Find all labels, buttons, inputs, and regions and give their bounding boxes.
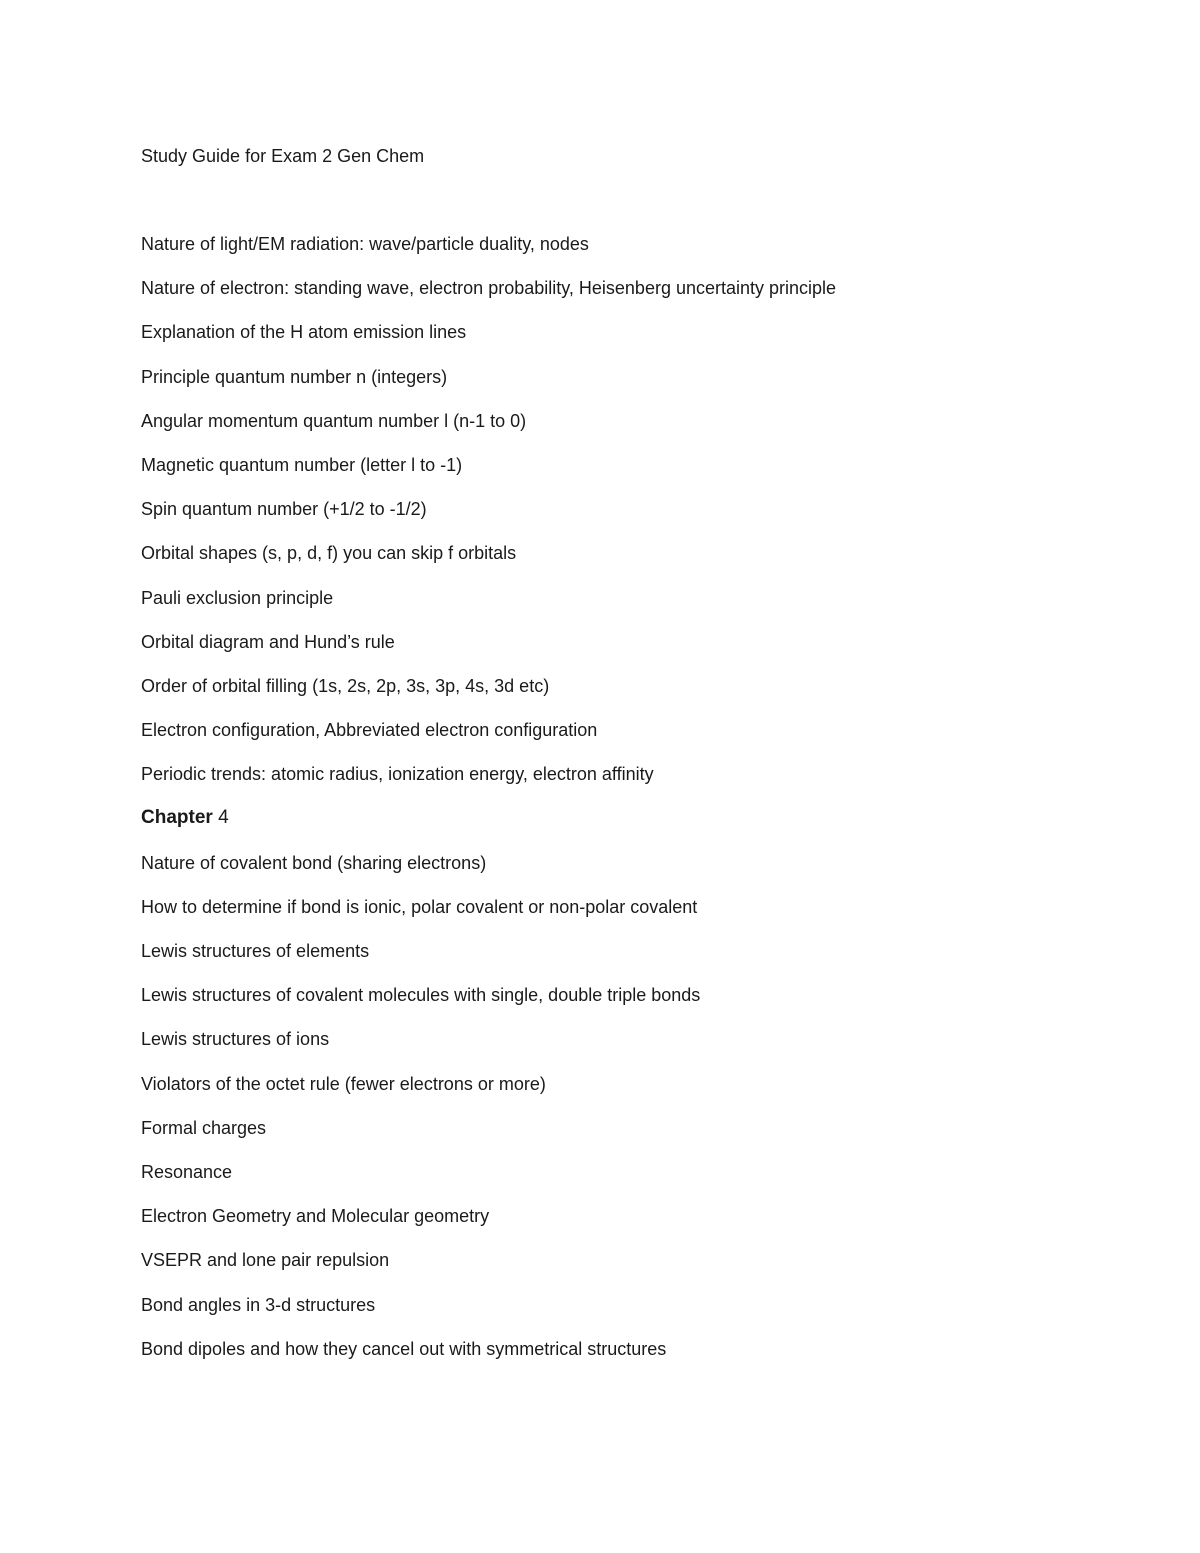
- list-item: Electron Geometry and Molecular geometry: [141, 1206, 490, 1227]
- list-item: How to determine if bond is ionic, polar covalent or non-polar covalent: [141, 896, 698, 917]
- list-item: Nature of electron: standing wave, electron probability, Heisenberg uncertainty principle: [141, 278, 837, 299]
- chapter-heading-number: 4: [218, 807, 229, 829]
- list-item: Resonance: [141, 1161, 233, 1182]
- section-2-list: [141, 848, 1101, 1378]
- list-item: Bond angles in 3-d structures: [141, 1294, 376, 1315]
- list-item: VSEPR and lone pair repulsion: [141, 1250, 390, 1271]
- list-item: Electron configuration, Abbreviated electron configuration: [141, 720, 598, 741]
- list-item: Explanation of the H atom emission lines: [141, 322, 467, 343]
- document-title: Study Guide for Exam 2 Gen Chem: [141, 146, 425, 166]
- document-body: [141, 141, 1101, 1378]
- list-item: Principle quantum number n (integers): [141, 366, 448, 387]
- list-item: Lewis structures of elements: [141, 941, 370, 961]
- list-item: Angular momentum quantum number l (n-1 to 0): [141, 410, 527, 431]
- list-item: Orbital diagram and Hund’s rule: [141, 631, 395, 652]
- list-item: Lewis structures of ions: [141, 1029, 330, 1050]
- list-item: Bond dipoles and how they cancel out with symmetrical structures: [141, 1338, 667, 1359]
- chapter-heading-word: Chapter: [141, 807, 213, 829]
- list-item: Pauli exclusion principle: [141, 587, 334, 608]
- list-item: Spin quantum number (+1/2 to -1/2): [141, 499, 427, 520]
- list-item: Nature of light/EM radiation: wave/particle duality, nodes: [141, 234, 589, 254]
- list-item: Formal charges: [141, 1117, 267, 1138]
- list-item: Nature of covalent bond (sharing electrons): [141, 852, 487, 873]
- list-item: Periodic trends: atomic radius, ionization energy, electron affinity: [141, 764, 654, 785]
- list-item: Lewis structures of covalent molecules with single, double triple bonds: [141, 985, 701, 1006]
- title-spacer: [141, 171, 1101, 229]
- list-item: Magnetic quantum number (letter l to -1): [141, 454, 463, 475]
- list-item: Orbital shapes (s, p, d, f) you can skip f orbitals: [141, 543, 517, 564]
- list-item: Order of orbital filling (1s, 2s, 2p, 3s, 3p, 4s, 3d etc): [141, 675, 550, 696]
- chapter-heading: [141, 803, 1101, 847]
- list-item: Violators of the octet rule (fewer electrons or more): [141, 1073, 546, 1094]
- section-1-list: [141, 229, 1101, 803]
